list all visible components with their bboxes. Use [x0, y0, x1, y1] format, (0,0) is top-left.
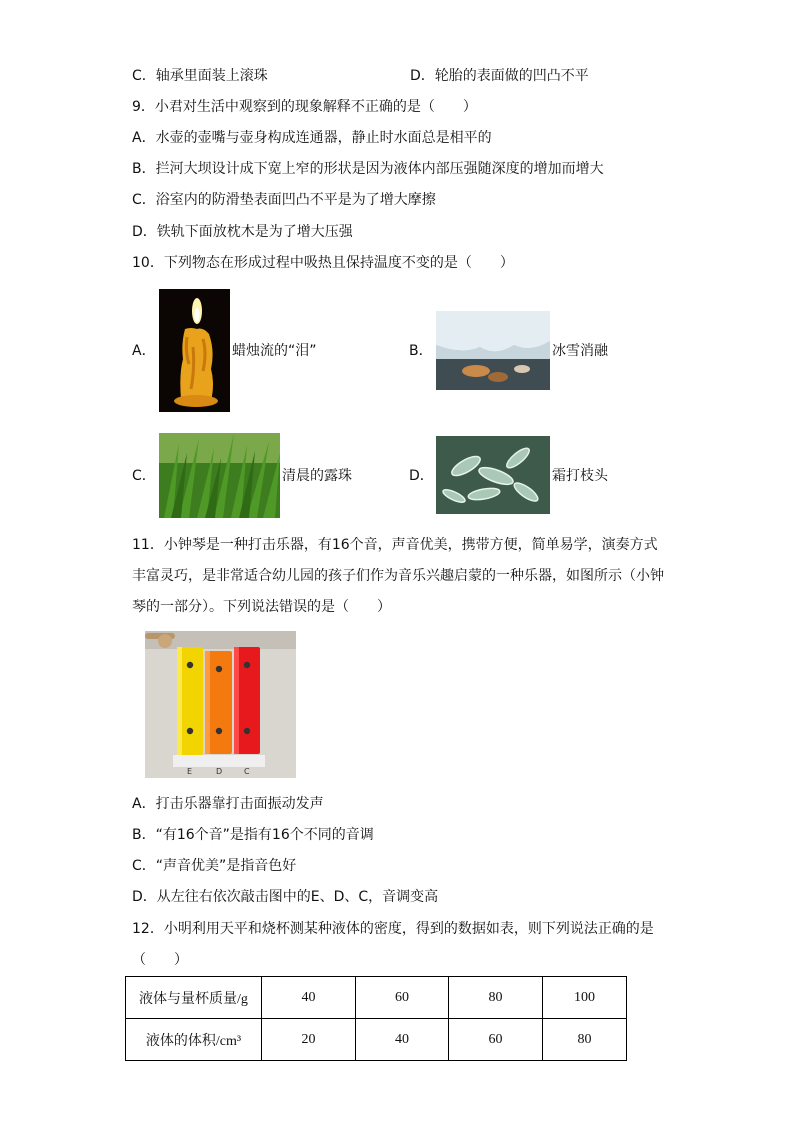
grass-icon [159, 433, 280, 518]
q9-option-c: C．浴室内的防滑垫表面凹凸不平是为了增大摩擦 [132, 192, 436, 208]
q12-stem-line2: （ ） [132, 952, 188, 968]
q9-option-d: D．铁轨下面放枕木是为了增大压强 [132, 224, 353, 240]
glockenspiel-image [145, 631, 296, 778]
q12-data-table [125, 976, 627, 1061]
glockenspiel-bar-label-d: D [216, 767, 223, 776]
table-cell: 100 [543, 977, 627, 1019]
q9-option-a: A．水壶的壶嘴与壶身构成连通器，静止时水面总是相平的 [132, 130, 492, 146]
table-cell: 80 [449, 977, 543, 1019]
q11-stem-line2: 丰富灵巧，是非常适合幼儿园的孩子们作为音乐兴趣启蒙的一种乐器，如图所示（小钟 [132, 568, 664, 584]
table-row-header-mass: 液体与量杯质量/g [126, 977, 262, 1019]
dew-grass-image [159, 433, 280, 518]
ice-melting-image [436, 311, 550, 390]
ice-icon [436, 311, 550, 390]
q9-stem: 9．小君对生活中观察到的现象解释不正确的是（ ） [132, 99, 477, 115]
table-cell: 40 [356, 1019, 449, 1061]
q9-option-b: B．拦河大坝设计成下宽上窄的形状是因为液体内部压强随深度的增加而增大 [132, 161, 604, 177]
q11-stem-line3: 琴的一部分）。下列说法错误的是（ ） [132, 599, 391, 615]
candle-icon [159, 289, 230, 412]
candle-image [159, 289, 230, 412]
q11-option-d: D．从左往右依次敲击图中的E、D、C，音调变高 [132, 889, 439, 905]
table-cell: 60 [449, 1019, 543, 1061]
q10-option-c-label: C． [132, 468, 156, 484]
frost-image [436, 436, 550, 514]
q10-option-d-label: D． [409, 468, 434, 484]
q10-stem: 10．下列物态在形成过程中吸热且保持温度不变的是（ ） [132, 255, 514, 271]
q11-option-b: B．“有16个音”是指有16个不同的音调 [132, 827, 374, 843]
table-cell: 20 [262, 1019, 356, 1061]
q10-option-b-label: B． [409, 343, 433, 359]
q11-option-a: A．打击乐器靠打击面振动发声 [132, 796, 324, 812]
q10-option-b-text: 冰雪消融 [552, 343, 608, 359]
glockenspiel-icon [145, 631, 296, 778]
glockenspiel-bar-label-c: C [244, 767, 250, 776]
q8-option-c: C．轴承里面装上滚珠 [132, 68, 268, 84]
glockenspiel-bar-label-e: E [187, 767, 193, 776]
q11-stem-line1: 11．小钟琴是一种打击乐器，有16个音，声音优美，携带方便，简单易学，演奏方式 [132, 537, 658, 553]
frost-icon [436, 436, 550, 514]
q10-option-d-text: 霜打枝头 [552, 468, 608, 484]
q10-option-a-text: 蜡烛流的“泪” [232, 343, 317, 359]
q10-option-c-text: 清晨的露珠 [282, 468, 352, 484]
table-row [126, 977, 627, 1019]
q8-option-d: D．轮胎的表面做的凹凸不平 [410, 68, 589, 84]
table-cell: 60 [356, 977, 449, 1019]
table-row-header-volume: 液体的体积/cm³ [126, 1019, 262, 1061]
q10-option-a-label: A． [132, 343, 156, 359]
table-row [126, 1019, 627, 1061]
q12-stem-line1: 12．小明利用天平和烧杯测某种液体的密度，得到的数据如表，则下列说法正确的是 [132, 921, 654, 937]
table-cell: 80 [543, 1019, 627, 1061]
q11-option-c: C．“声音优美”是指音色好 [132, 858, 297, 874]
table-cell: 40 [262, 977, 356, 1019]
